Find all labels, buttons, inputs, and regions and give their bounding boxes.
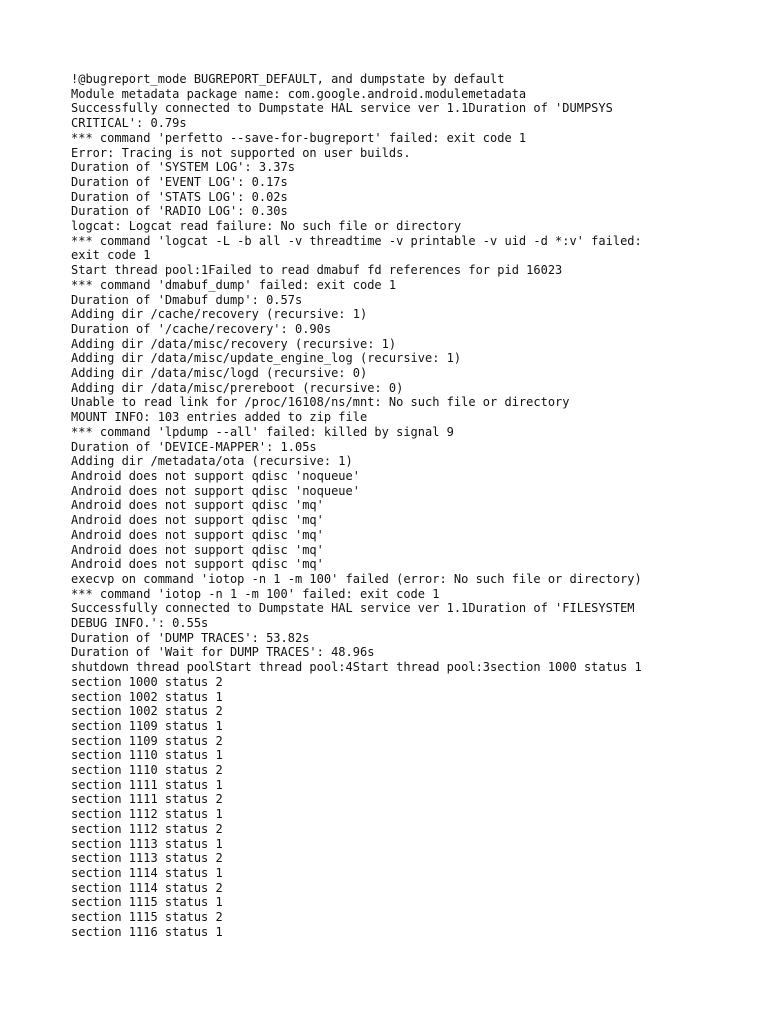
log-line: MOUNT INFO: 103 entries added to zip file [71, 410, 368, 425]
log-line: section 1002 status 2 [71, 704, 223, 719]
log-line: Successfully connected to Dumpstate HAL service ver 1.1Duration of 'FILESYSTEM [71, 601, 635, 616]
log-line: section 1115 status 2 [71, 910, 223, 925]
log-line: shutdown thread poolStart thread pool:4Start thread pool:3section 1000 status 1 [71, 660, 642, 675]
log-line: Adding dir /metadata/ota (recursive: 1) [71, 454, 353, 469]
log-line: section 1109 status 1 [71, 718, 223, 733]
log-line: section 1109 status 2 [71, 733, 223, 748]
log-line: *** command 'dmabuf_dump' failed: exit code 1 [71, 277, 397, 292]
log-line: section 1002 status 1 [71, 689, 223, 704]
log-line: section 1113 status 1 [71, 836, 223, 851]
log-line: Duration of 'RADIO LOG': 0.30s [71, 204, 288, 219]
log-line: section 1113 status 2 [71, 851, 223, 866]
log-line: Adding dir /data/misc/prereboot (recursive: 0) [71, 380, 404, 395]
log-line: logcat: Logcat read failure: No such file or directory [71, 219, 462, 234]
log-line: section 1110 status 1 [71, 748, 223, 763]
log-line: Android does not support qdisc 'mq' [71, 557, 324, 572]
log-line: section 1115 status 1 [71, 895, 223, 910]
log-line: Android does not support qdisc 'mq' [71, 498, 324, 513]
log-line: Error: Tracing is not supported on user builds. [71, 145, 411, 160]
log-line: Duration of 'DUMP TRACES': 53.82s [71, 630, 310, 645]
log-line: section 1116 status 1 [71, 924, 223, 939]
log-line: Duration of 'EVENT LOG': 0.17s [71, 174, 288, 189]
log-line: section 1111 status 1 [71, 777, 223, 792]
log-line: section 1114 status 2 [71, 880, 223, 895]
log-line: Duration of 'DEVICE-MAPPER': 1.05s [71, 439, 317, 454]
log-line: Android does not support qdisc 'mq' [71, 513, 324, 528]
log-line: Adding dir /cache/recovery (recursive: 1) [71, 307, 368, 322]
log-line: *** command 'perfetto --save-for-bugreport' failed: exit code 1 [71, 130, 527, 145]
log-line: Duration of 'Wait for DUMP TRACES': 48.96s [71, 645, 375, 660]
log-line: section 1110 status 2 [71, 763, 223, 778]
log-line: exit code 1 [71, 248, 151, 263]
log-line: section 1112 status 2 [71, 821, 223, 836]
log-line: Android does not support qdisc 'noqueue' [71, 468, 360, 483]
log-line: Duration of 'SYSTEM LOG': 3.37s [71, 160, 295, 175]
log-line: CRITICAL': 0.79s [71, 116, 187, 131]
log-line: Module metadata package name: com.google.android.modulemetadata [71, 86, 527, 101]
log-line: Duration of 'Dmabuf dump': 0.57s [71, 292, 303, 307]
log-line: Adding dir /data/misc/recovery (recursive: 1) [71, 336, 397, 351]
log-line: Unable to read link for /proc/16108/ns/mnt: No such file or directory [71, 395, 570, 410]
log-line: Android does not support qdisc 'noqueue' [71, 483, 360, 498]
log-line: Adding dir /data/misc/logd (recursive: 0) [71, 366, 368, 381]
log-line: section 1114 status 1 [71, 865, 223, 880]
log-line: section 1112 status 1 [71, 807, 223, 822]
log-line: Adding dir /data/misc/update_engine_log (recursive: 1) [71, 351, 462, 366]
log-line: Start thread pool:1Failed to read dmabuf fd references for pid 16023 [71, 263, 563, 278]
log-line: *** command 'lpdump --all' failed: killed by signal 9 [71, 424, 454, 439]
log-line: Duration of 'STATS LOG': 0.02s [71, 189, 288, 204]
log-line: DEBUG INFO.': 0.55s [71, 616, 209, 631]
log-line: Duration of '/cache/recovery': 0.90s [71, 321, 332, 336]
log-line: section 1111 status 2 [71, 792, 223, 807]
log-line: !@bugreport_mode BUGREPORT_DEFAULT, and dumpstate by default [71, 72, 505, 86]
log-line: Android does not support qdisc 'mq' [71, 527, 324, 542]
log-line: Android does not support qdisc 'mq' [71, 542, 324, 557]
log-line: execvp on command 'iotop -n 1 -m 100' failed (error: No such file or directory) [71, 571, 642, 586]
log-line: Successfully connected to Dumpstate HAL service ver 1.1Duration of 'DUMPSYS [71, 101, 613, 116]
log-line: section 1000 status 2 [71, 674, 223, 689]
log-line: *** command 'iotop -n 1 -m 100' failed: exit code 1 [71, 586, 440, 601]
log-line: *** command 'logcat -L -b all -v threadtime -v printable -v uid -d *:v' failed: [71, 233, 642, 248]
bugreport-log [71, 72, 711, 939]
